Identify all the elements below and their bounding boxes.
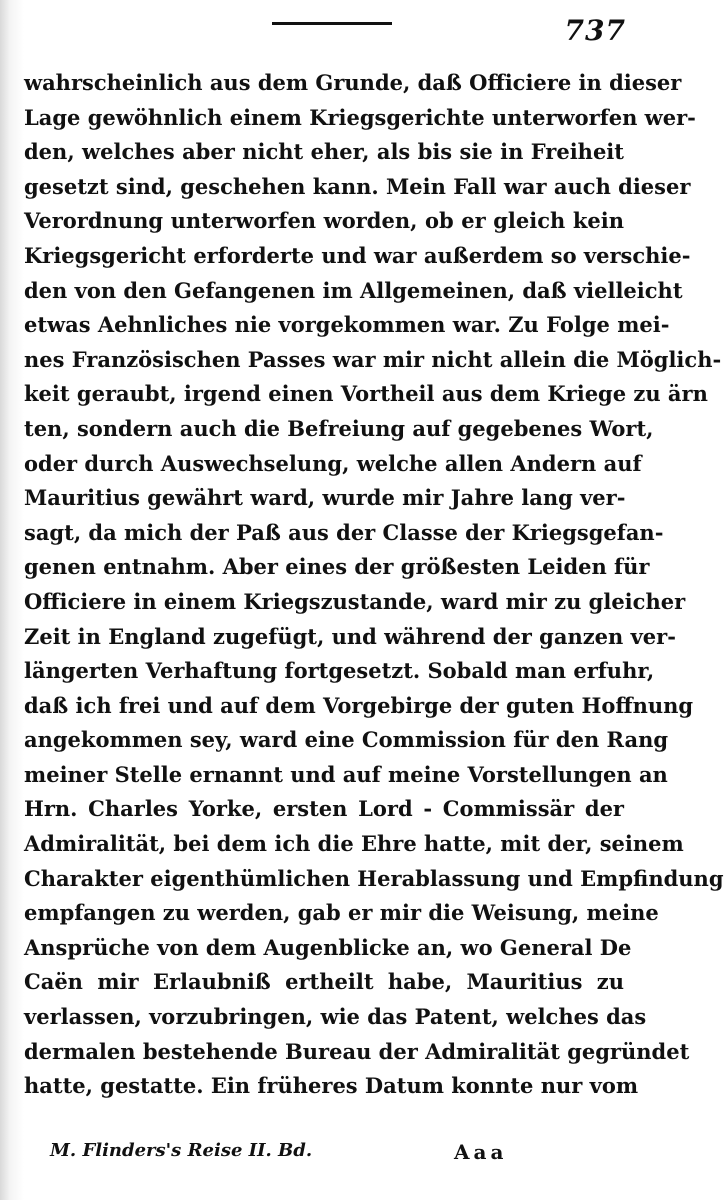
text-line: nes Französischen Passes war mir nicht allein die Möglich- — [24, 346, 722, 372]
text-line: Caën mir Erlaubniß ertheilt habe, Mauritius zu — [24, 969, 624, 995]
text-line: Charakter eigenthümlichen Herablassung und Empfindung — [24, 865, 724, 891]
text-line: Ansprüche von dem Augenblicke an, wo General De — [24, 934, 632, 960]
text-line: oder durch Auswechselung, welche allen Andern auf — [24, 450, 642, 476]
text-line: daß ich frei und auf dem Vorgebirge der guten Hoffnung — [24, 692, 694, 718]
text-line: den von den Gefangenen im Allgemeinen, daß vielleicht — [24, 277, 683, 303]
page-number: 737 — [564, 14, 626, 47]
text-line: keit geraubt, irgend einen Vortheil aus dem Kriege zu ärn — [24, 381, 708, 407]
text-line: Verordnung unterworfen worden, ob er gleich kein — [24, 208, 624, 234]
text-line: Hrn. Charles Yorke, ersten Lord - Commissär der — [24, 796, 624, 822]
text-line: längerten Verhaftung fortgesetzt. Sobald man erfuhr, — [24, 658, 655, 684]
text-line: hatte, gestatte. Ein früheres Datum konnte nur vom — [24, 1073, 639, 1099]
text-line: Admiralität, bei dem ich die Ehre hatte, mit der, seinem — [24, 831, 684, 857]
text-line: Lage gewöhnlich einem Kriegsgerichte unterworfen wer- — [24, 104, 696, 130]
footer-signature-mark: Aaa — [454, 1140, 508, 1164]
text-line: meiner Stelle ernannt und auf meine Vorstellungen an — [24, 761, 668, 787]
text-line: Officiere in einem Kriegszustande, ward mir zu gleicher — [24, 588, 686, 614]
text-line: gesetzt sind, geschehen kann. Mein Fall war auch dieser — [24, 173, 691, 199]
text-line: verlassen, vorzubringen, wie das Patent, welches das — [24, 1004, 647, 1030]
text-line: empfangen zu werden, gab er mir die Weisung, meine — [24, 900, 659, 926]
footer-book-reference: M. Flinders's Reise II. Bd. — [50, 1140, 313, 1161]
page-footer — [50, 1140, 610, 1170]
text-line: angekommen sey, ward eine Commission für den Rang — [24, 727, 669, 753]
text-line: den, welches aber nicht eher, als bis sie in Freiheit — [24, 139, 624, 165]
text-line: wahrscheinlich aus dem Grunde, daß Officiere in dieser — [24, 70, 682, 95]
text-line: Kriegsgericht erforderte und war außerdem so verschie- — [24, 242, 691, 268]
text-line: genen entnahm. Aber eines der größesten Leiden für — [24, 554, 650, 580]
header-rule — [272, 22, 392, 25]
text-line: sagt, da mich der Paß aus der Classe der Kriegsgefan- — [24, 519, 664, 545]
text-line: ten, sondern auch die Befreiung auf gegebenes Wort, — [24, 415, 654, 441]
body-text — [24, 66, 724, 1104]
text-line: Zeit in England zugefügt, und während der ganzen ver- — [24, 623, 676, 649]
text-line: etwas Aehnliches nie vorgekommen war. Zu Folge mei- — [24, 312, 670, 338]
text-line: Mauritius gewährt ward, wurde mir Jahre lang ver- — [24, 485, 626, 511]
text-line: dermalen bestehende Bureau der Admiralität gegründet — [24, 1038, 690, 1064]
